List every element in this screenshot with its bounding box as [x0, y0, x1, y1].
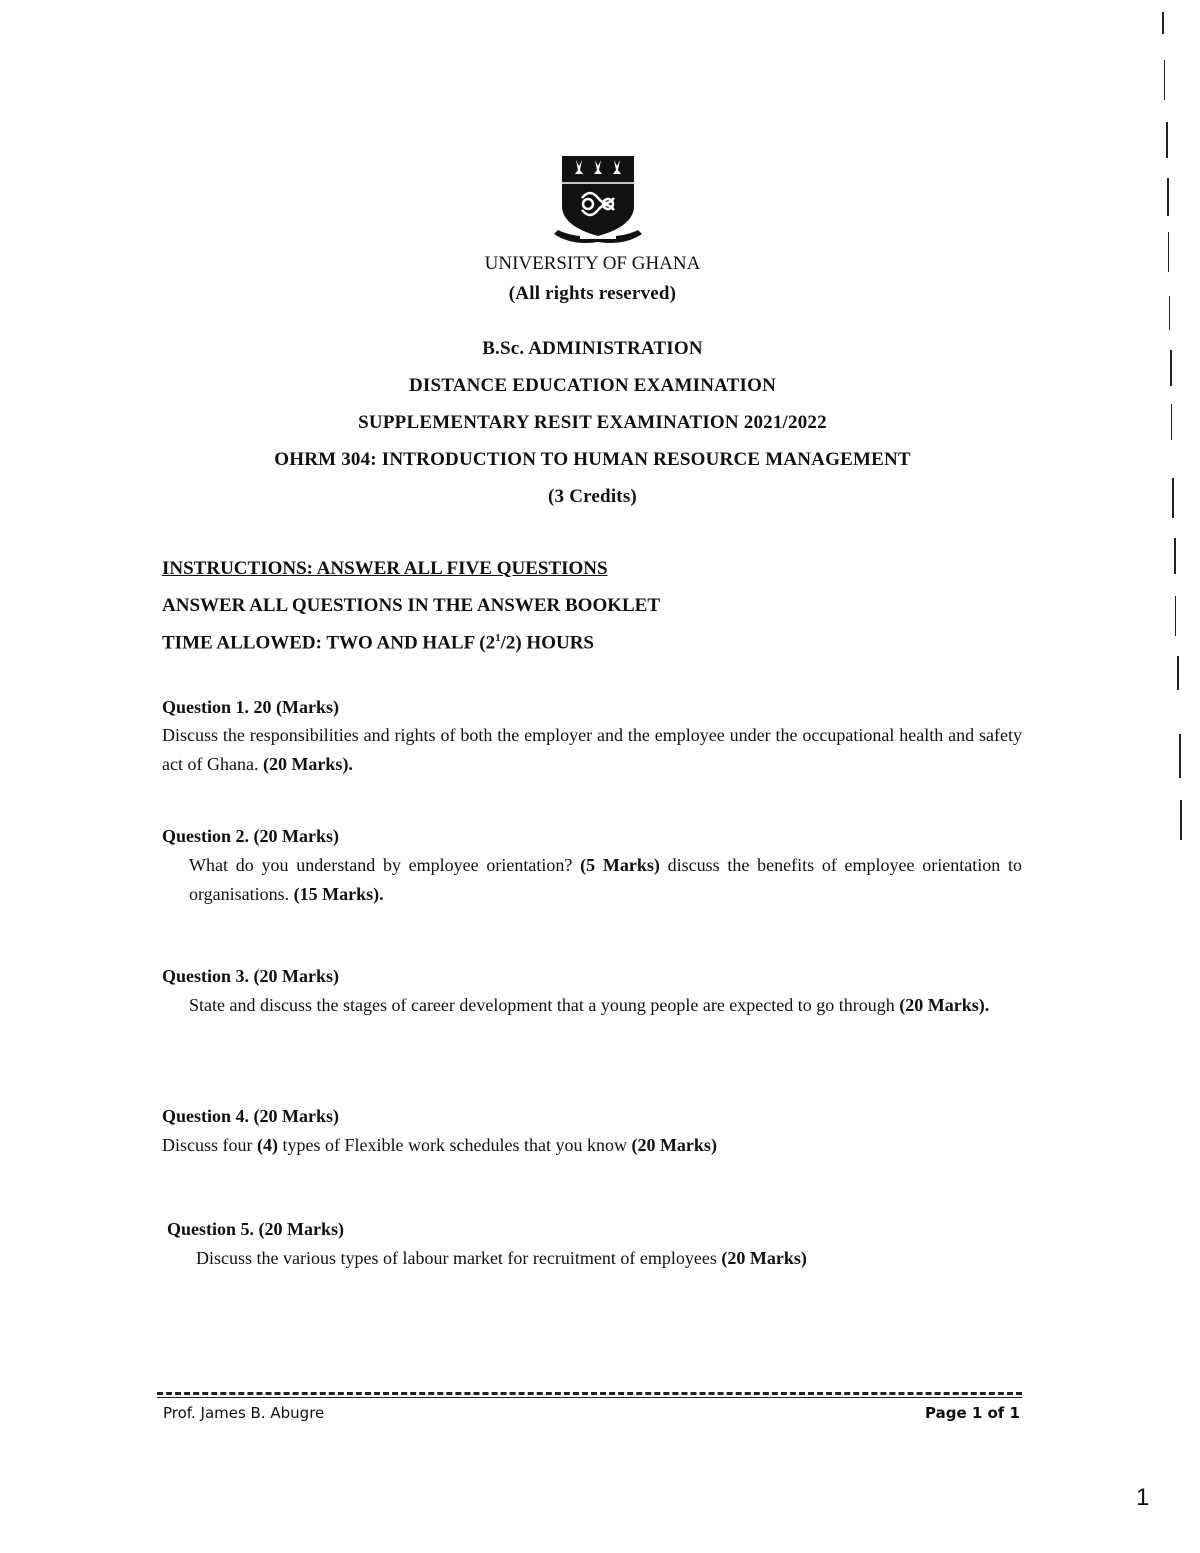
instructions-booklet: ANSWER ALL QUESTIONS IN THE ANSWER BOOKLET	[162, 595, 661, 616]
page-number: 1	[1136, 1484, 1150, 1511]
question-4-body: Discuss four (4) types of Flexible work schedules that you know (20 Marks)	[162, 1135, 717, 1155]
instructions-heading: INSTRUCTIONS: ANSWER ALL FIVE QUESTIONS	[162, 558, 608, 579]
question-2-title: Question 2. (20 Marks)	[162, 826, 339, 846]
question-3-title: Question 3. (20 Marks)	[162, 966, 339, 986]
footer-divider	[157, 1392, 1022, 1395]
question-1-body: Discuss the responsibilities and rights of both the employer and the employee under the occupational health and safety act of Ghana. (20 Marks).	[162, 725, 1022, 774]
question-3-body: State and discuss the stages of career development that a young people are expected to go through (20 Marks).	[189, 995, 990, 1015]
university-name: UNIVERSITY OF GHANA	[484, 253, 701, 274]
question-5-body: Discuss the various types of labour market for recruitment of employees (20 Marks)	[196, 1248, 807, 1268]
footer-page-indicator: Page 1 of 1	[925, 1404, 1020, 1422]
footer-divider-thin	[157, 1397, 1022, 1398]
course-credits: (3 Credits)	[548, 486, 637, 507]
course-title: OHRM 304: INTRODUCTION TO HUMAN RESOURCE MANAGEMENT	[274, 449, 911, 470]
question-4-title: Question 4. (20 Marks)	[162, 1106, 339, 1126]
programme-title: B.Sc. ADMINISTRATION	[482, 338, 703, 359]
university-crest-logo	[552, 154, 644, 246]
rights-notice: (All rights reserved)	[508, 283, 677, 304]
exam-session: SUPPLEMENTARY RESIT EXAMINATION 2021/2022	[358, 412, 827, 433]
question-5-title: Question 5. (20 Marks)	[167, 1219, 344, 1239]
question-2-body: What do you understand by employee orientation? (5 Marks) discuss the benefits of employee orientation to organisations. (15 Marks).	[189, 855, 1023, 904]
footer-author: Prof. James B. Abugre	[163, 1404, 325, 1422]
instructions-time: TIME ALLOWED: TWO AND HALF $(2^1/2)$ HOURS	[162, 632, 595, 654]
question-1-title: Question 1. 20 (Marks)	[162, 697, 339, 717]
exam-type: DISTANCE EDUCATION EXAMINATION	[408, 375, 777, 396]
